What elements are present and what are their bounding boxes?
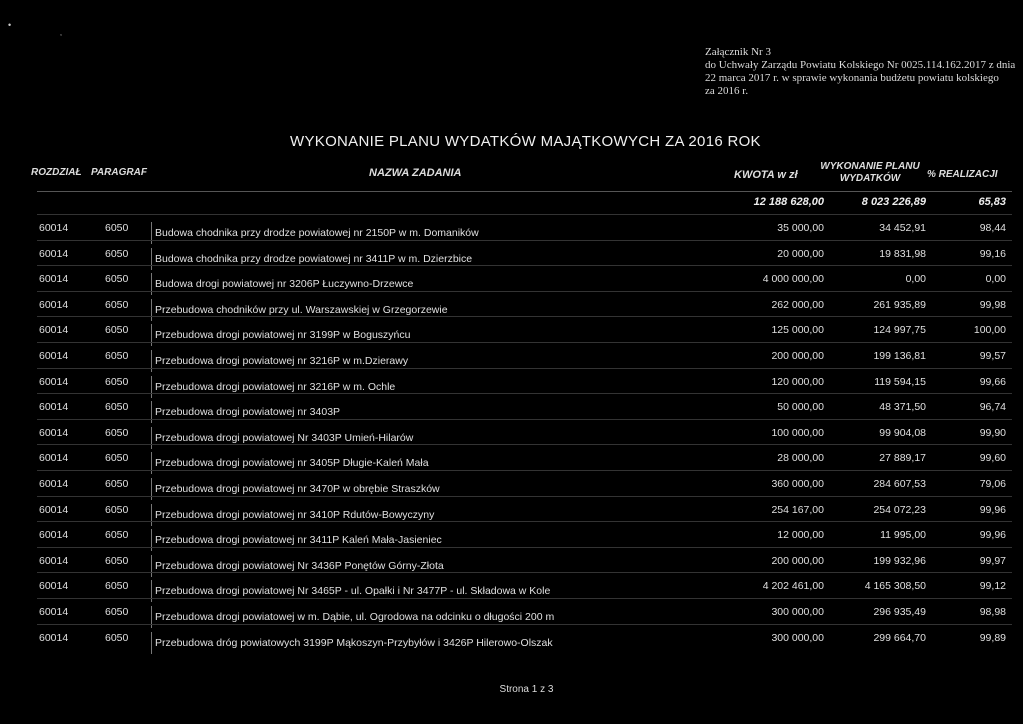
cell-nazwa: Przebudowa dróg powiatowych 3199P Mąkoszyn-Przybyłów i 3426P Hilerowo-Olszak [151, 632, 553, 654]
cell-paragraf: 6050 [105, 324, 129, 337]
cell-paragraf: 6050 [105, 375, 129, 388]
cell-nazwa: Budowa chodnika przy drodze powiatowej nr 3411P w m. Dzierzbice [151, 248, 472, 270]
cell-rozdzial: 60014 [39, 324, 69, 337]
cell-paragraf: 6050 [105, 222, 129, 234]
cell-paragraf: 6050 [105, 477, 129, 490]
cell-rozdzial: 60014 [39, 273, 69, 286]
cell-rozdzial: 60014 [39, 426, 69, 439]
cell-nazwa: Budowa chodnika przy drodze powiatowej nr 2150P w m. Domaników [151, 222, 479, 244]
table-row [37, 240, 1012, 266]
cell-procent: 99,96 [979, 529, 1006, 542]
cell-paragraf: 6050 [105, 529, 129, 542]
table-row [37, 393, 1012, 419]
cell-kwota: 120 000,00 [771, 375, 824, 388]
cell-procent: 99,98 [979, 298, 1006, 311]
cell-wykonanie: 124 997,75 [873, 324, 926, 337]
cell-wykonanie: 11 995,00 [880, 529, 926, 542]
cell-procent: 99,89 [979, 631, 1006, 644]
cell-kwota: 125 000,00 [771, 324, 824, 337]
cell-procent: 79,06 [979, 477, 1006, 490]
cell-nazwa: Przebudowa drogi powiatowej Nr 3403P Umień-Hilarów [151, 427, 413, 449]
table-row [37, 521, 1012, 547]
cell-rozdzial: 60014 [39, 503, 69, 516]
cell-rozdzial: 60014 [39, 631, 69, 644]
scan-speck: , [60, 30, 62, 37]
cell-kwota: 200 000,00 [771, 349, 824, 362]
header-kwota: KWOTA w zł [734, 169, 798, 181]
cell-paragraf: 6050 [105, 452, 129, 465]
cell-procent: 99,16 [979, 247, 1006, 260]
cell-procent: 100,00 [973, 324, 1006, 337]
cell-paragraf: 6050 [105, 273, 129, 286]
cell-rozdzial: 60014 [39, 349, 69, 362]
cell-kwota: 28 000,00 [777, 452, 824, 465]
cell-procent: 99,96 [979, 503, 1006, 516]
cell-rozdzial: 60014 [39, 222, 69, 234]
cell-rozdzial: 60014 [39, 452, 69, 465]
cell-kwota: 300 000,00 [771, 631, 824, 644]
table-row [37, 496, 1012, 522]
cell-rozdzial: 60014 [39, 605, 69, 618]
cell-nazwa: Przebudowa drogi powiatowej Nr 3465P - ul. Opałki i Nr 3477P - ul. Składowa w Kole [151, 580, 550, 602]
cell-paragraf: 6050 [105, 631, 129, 644]
table-body [37, 214, 1012, 649]
table-row [37, 547, 1012, 573]
cell-paragraf: 6050 [105, 580, 129, 593]
cell-wykonanie: 34 452,91 [879, 222, 926, 234]
header-wykonanie-line: WYDATKÓW [839, 173, 901, 184]
cell-wykonanie: 119 594,15 [874, 375, 926, 388]
total-procent: 65,83 [978, 196, 1006, 208]
attachment-note [705, 46, 1016, 98]
cell-procent: 98,98 [979, 605, 1006, 618]
totals-row [37, 192, 1012, 214]
cell-kwota: 12 000,00 [777, 529, 824, 542]
table-row [37, 291, 1012, 317]
cell-paragraf: 6050 [105, 605, 129, 618]
cell-nazwa: Przebudowa drogi powiatowej nr 3410P Rdutów-Bowyczyny [151, 504, 434, 526]
cell-nazwa: Budowa drogi powiatowej nr 3206P Łuczywno-Drzewce [151, 273, 413, 295]
cell-kwota: 254 167,00 [771, 503, 824, 516]
cell-wykonanie: 4 165 308,50 [864, 580, 926, 593]
cell-procent: 98,44 [979, 222, 1006, 234]
cell-procent: 99,90 [979, 426, 1006, 439]
table-row [37, 316, 1012, 342]
attachment-line: 22 marca 2017 r. w sprawie wykonania budżetu powiatu kolskiego [705, 72, 999, 84]
cell-paragraf: 6050 [105, 426, 129, 439]
cell-paragraf: 6050 [105, 503, 129, 516]
table-row [37, 572, 1012, 598]
table-row [37, 265, 1012, 291]
cell-kwota: 360 000,00 [771, 477, 824, 490]
cell-procent: 0,00 [985, 273, 1006, 286]
cell-nazwa: Przebudowa drogi powiatowej Nr 3436P Ponętów Górny-Złota [151, 555, 444, 577]
cell-paragraf: 6050 [105, 247, 129, 260]
cell-rozdzial: 60014 [39, 477, 69, 490]
cell-rozdzial: 60014 [39, 247, 69, 260]
page-footer: Strona 1 z 3 [499, 684, 554, 695]
cell-kwota: 4 000 000,00 [762, 273, 824, 286]
cell-wykonanie: 261 935,89 [873, 298, 926, 311]
cell-procent: 99,97 [979, 554, 1006, 567]
cell-wykonanie: 0,00 [905, 273, 926, 286]
cell-paragraf: 6050 [105, 401, 129, 414]
cell-rozdzial: 60014 [39, 554, 69, 567]
header-nazwa: NAZWA ZADANIA [369, 167, 462, 179]
table-row [37, 342, 1012, 368]
cell-kwota: 35 000,00 [777, 222, 824, 234]
cell-procent: 99,57 [979, 349, 1006, 362]
cell-nazwa: Przebudowa chodników przy ul. Warszawskiej w Grzegorzewie [151, 299, 448, 321]
attachment-line: do Uchwały Zarządu Powiatu Kolskiego Nr 0025.114.162.2017 z dnia [705, 59, 1016, 71]
table-row [37, 624, 1012, 650]
cell-wykonanie: 254 072,23 [873, 503, 926, 516]
cell-nazwa: Przebudowa drogi powiatowej w m. Dąbie, ul. Ogrodowa na odcinku o długości 200 m [151, 606, 554, 628]
cell-kwota: 50 000,00 [777, 401, 824, 414]
attachment-line: Załącznik Nr 3 [705, 46, 771, 58]
cell-nazwa: Przebudowa drogi powiatowej nr 3216P w m. Ochle [151, 376, 395, 398]
total-wykonanie: 8 023 226,89 [861, 196, 926, 208]
cell-kwota: 4 202 461,00 [762, 580, 824, 593]
total-kwota: 12 188 628,00 [753, 196, 824, 208]
cell-wykonanie: 19 831,98 [879, 247, 926, 260]
cell-wykonanie: 299 664,70 [873, 631, 926, 644]
cell-wykonanie: 27 889,17 [879, 452, 926, 465]
cell-rozdzial: 60014 [39, 401, 69, 414]
cell-wykonanie: 199 136,81 [873, 349, 926, 362]
cell-rozdzial: 60014 [39, 375, 69, 388]
cell-nazwa: Przebudowa drogi powiatowej nr 3403P [151, 401, 340, 423]
cell-kwota: 20 000,00 [777, 247, 824, 260]
cell-rozdzial: 60014 [39, 529, 69, 542]
cell-kwota: 100 000,00 [771, 426, 824, 439]
cell-nazwa: Przebudowa drogi powiatowej nr 3199P w Boguszyńcu [151, 324, 410, 346]
cell-wykonanie: 99 904,08 [879, 426, 926, 439]
header-wykonanie-line: WYKONANIE PLANU [820, 161, 920, 172]
cell-wykonanie: 199 932,96 [873, 554, 926, 567]
page-title: WYKONANIE PLANU WYDATKÓW MAJĄTKOWYCH ZA 2016 ROK [290, 133, 761, 150]
table-header [31, 158, 1012, 192]
cell-nazwa: Przebudowa drogi powiatowej nr 3216P w m.Dzierawy [151, 350, 408, 372]
cell-wykonanie: 284 607,53 [873, 477, 926, 490]
attachment-line: za 2016 r. [705, 85, 749, 97]
cell-kwota: 300 000,00 [771, 605, 824, 618]
table-row [37, 470, 1012, 496]
cell-rozdzial: 60014 [39, 580, 69, 593]
cell-kwota: 262 000,00 [771, 298, 824, 311]
header-realizacja: % REALIZACJI [927, 169, 998, 180]
cell-rozdzial: 60014 [39, 298, 69, 311]
cell-procent: 99,12 [979, 580, 1006, 593]
scan-speck: • [8, 20, 12, 30]
cell-procent: 99,60 [979, 452, 1006, 465]
table-row [37, 419, 1012, 445]
cell-nazwa: Przebudowa drogi powiatowej nr 3470P w obrębie Straszków [151, 478, 440, 500]
cell-nazwa: Przebudowa drogi powiatowej nr 3411P Kaleń Mała-Jasieniec [151, 529, 442, 551]
cell-paragraf: 6050 [105, 298, 129, 311]
header-wykonanie [815, 161, 925, 185]
header-paragraf: PARAGRAF [91, 167, 147, 178]
cell-kwota: 200 000,00 [771, 554, 824, 567]
table-row [37, 598, 1012, 624]
cell-nazwa: Przebudowa drogi powiatowej nr 3405P Długie-Kaleń Mała [151, 452, 429, 474]
cell-wykonanie: 296 935,49 [873, 605, 926, 618]
cell-paragraf: 6050 [105, 554, 129, 567]
expenditure-table [31, 158, 1012, 649]
cell-paragraf: 6050 [105, 349, 129, 362]
header-rozdzial: ROZDZIAŁ [31, 167, 82, 178]
table-row [37, 214, 1012, 240]
table-row [37, 368, 1012, 394]
table-row [37, 444, 1012, 470]
cell-procent: 96,74 [979, 401, 1006, 414]
cell-wykonanie: 48 371,50 [879, 401, 926, 414]
cell-procent: 99,66 [979, 375, 1006, 388]
